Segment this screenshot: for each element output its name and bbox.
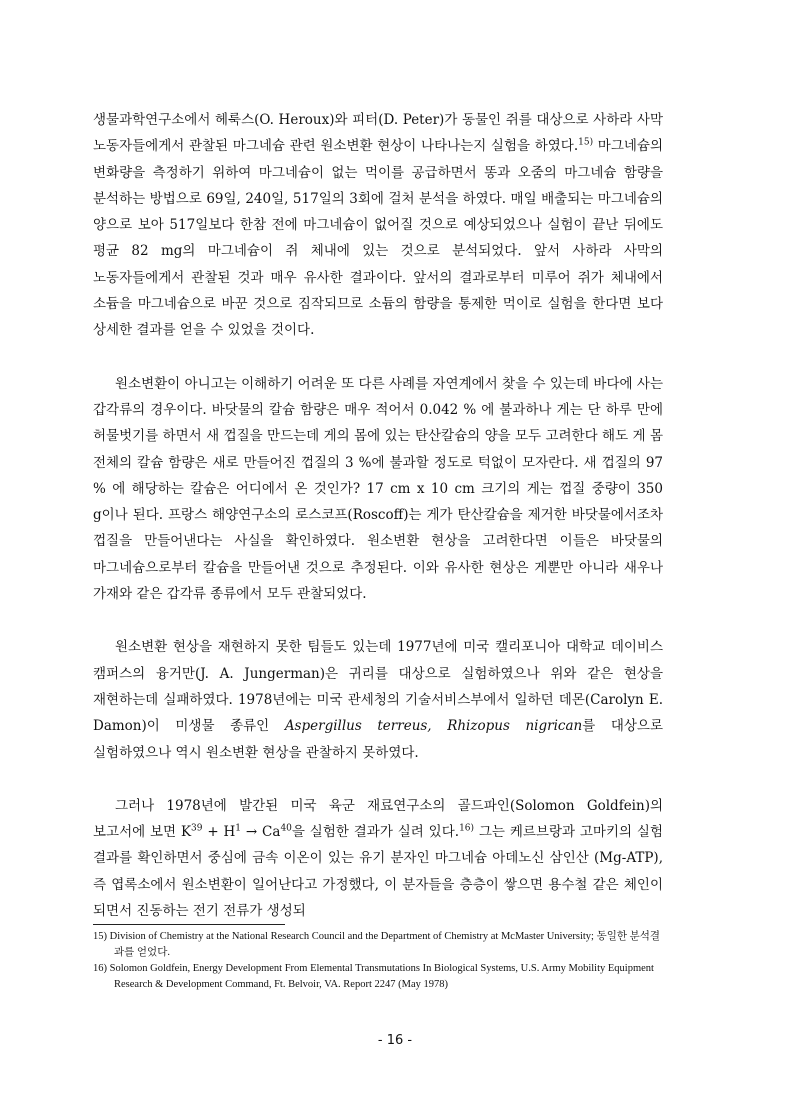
footnote-ref-16: 16) [459, 823, 475, 834]
paragraph-4 [93, 793, 663, 924]
footnotes [93, 929, 663, 993]
footnote-divider [93, 924, 285, 925]
paragraph-4-text-b: + H [202, 824, 236, 841]
species-name-aspergillus: Aspergillus terreus, [284, 718, 432, 735]
footnote-16: 16) Solomon Goldfein, Energy Development From Elemental Transmutations In Biological Systems, U.S. Army Mobility Equipment Research & Development Command, Ft. Belvoir, VA. Report 2247 (May 1978) [93, 963, 654, 990]
page-number: - 16 - [377, 1033, 413, 1048]
paragraph-1-text-a: 생물과학연구소에서 헤룩스(O. Heroux)와 피터(D. Peter)가 동물인 쥐를 대상으로 사하라 사막 노동자들에게서 관찰된 마그네슘 관련 원소변환 현상이 나타나는지 실험을 하였다. [93, 112, 663, 155]
superscript-ca: 40 [280, 823, 292, 834]
paragraph-2 [93, 371, 663, 608]
paragraph-1-text-b: 마그네슘의 변화량을 측정하기 위하여 마그네슘이 없는 먹이를 공급하면서 똥과 오줌의 마그네슘 함량을 분석하는 방법으로 69일, 240일, 517일의 3회에 걸처 분석을 하였다. 매일 배출되는 마그네슘의 양으로 보아 517일보다 한참 전에 마그네슘이 없어질 것으로 예상되었으나 실험이 끝난 뒤에도 평균 82 mg의 마그네슘이 쥐 체내에 있는 것으로 분석되었다. 앞서 사하라 사막의 노동자들에게서 관찰된 것과 매우 유사한 결과이다. 앞서의 결과로부터 미루어 쥐가 체내에서 소듐을 마그네슘으로 바꾼 것으로 짐작되므로 소듐의 함량을 통제한 먹이로 실험을 한다면 보다 상세한 결과를 얻을 수 있었을 것이다. [93, 138, 663, 339]
superscript-k: 39 [191, 823, 203, 834]
paragraph-4-text-e: 그는 케르브랑과 고마키의 실험 결과를 확인하면서 중심에 금속 이온이 있는 유기 분자인 마그네슘 아데노신 삼인산 (Mg-ATP), 즉 엽록소에서 원소변환이 일어난다고 가정했다, 이 분자들을 층층이 쌓으면 용수철 같은 체인이 되면서 진동하는 전기 전류가 생성되 [93, 824, 663, 920]
paragraph-4-text-d: 을 실험한 결과가 실려 있다. [291, 824, 460, 841]
paragraph-3 [93, 634, 663, 765]
paragraph-1 [93, 107, 663, 344]
paragraph-2-text: 원소변환이 아니고는 이해하기 어려운 또 다른 사례를 자연계에서 찾을 수 있는데 바다에 사는 갑각류의 경우이다. 바닷물의 칼슘 함량은 매우 적어서 0.042 % 에 불과하나 게는 단 하루 만에 허물벗기를 하면서 새 껍질을 만드는데 게의 몸에 있는 탄산칼슘의 양을 모두 고려한다 해도 게 몸 전체의 칼슘 함량은 새로 만들어진 껍질의 3 %에 불과할 정도로 턱없이 모자란다. 새 껍질의 97 % 에 해당하는 칼슘은 어디에서 온 것인가? 17 cm x 10 cm 크기의 게는 껍질 중량이 350 g이나 된다. 프랑스 해양연구소의 로스코프(Roscoff)는 게가 탄산칼슘을 제거한 바닷물에서조차 껍질을 만들어낸다는 사실을 확인하였다. 원소변환 현상을 고려한다면 이들은 바닷물의 마그네슘으로부터 칼슘을 만들어낸 것으로 추정된다. 이와 유사한 현상은 게뿐만 아니라 새우나 가재와 같은 갑각류 종류에서 모두 관찰되었다. [93, 375, 663, 603]
species-name-rhizopus: Rhizopus nigrican [447, 718, 583, 735]
paragraph-3-text-b: 를 대상으로 실험하였으나 역시 원소변환 현상을 관찰하지 못하였다. [93, 718, 663, 761]
paragraph-3-text-a: 원소변환 현상을 재현하지 못한 팀들도 있는데 1977년에 미국 캘리포니아 대학교 데이비스 캠퍼스의 융거만(J. A. Jungerman)은 귀리를 대상으로 실험하였으나 위와 같은 현상을 재현하는데 실패하였다. 1978년에는 미국 관세청의 기술서비스부에서 일하던 데몬(Carolyn E. Damon)이 미생물 종류인 [93, 639, 663, 735]
paragraph-4-text-c: → Ca [241, 824, 281, 841]
paragraph-3-space [432, 718, 448, 734]
footnote-ref-15: 15) [578, 137, 594, 148]
footnote-15: 15) Division of Chemistry at the National Research Council and the Department of Chemistry at McMaster University; 동일한 분석결과를 얻었다. [93, 931, 661, 958]
paragraph-4-text-a: 그러나 1978년에 발간된 미국 육군 재료연구소의 골드파인(Solomon Goldfein)의 보고서에 보면 K [93, 797, 663, 841]
body-text [93, 107, 663, 951]
superscript-h: 1 [235, 823, 242, 834]
